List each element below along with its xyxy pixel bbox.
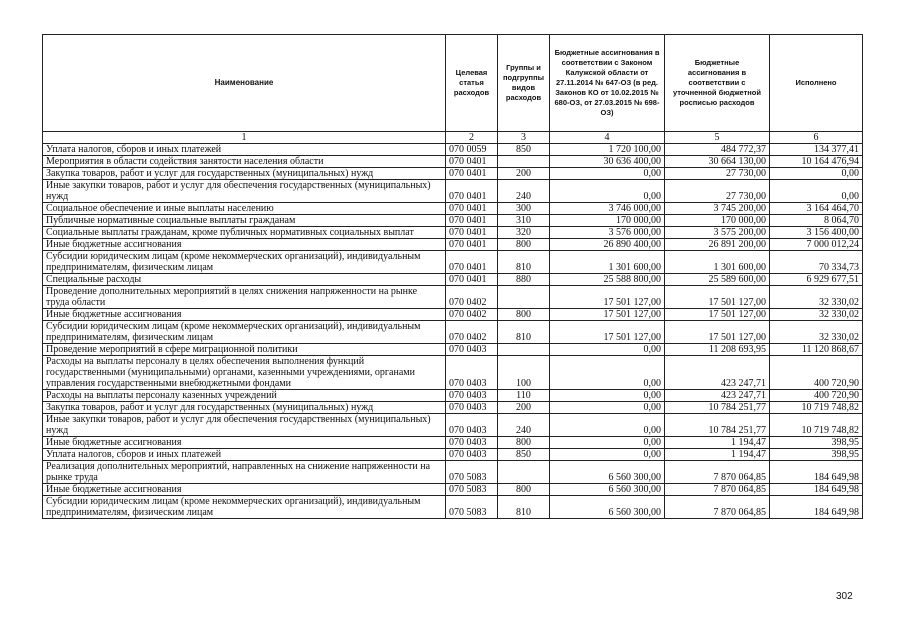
header-row <box>43 35 863 132</box>
column-number-row <box>43 132 863 144</box>
row-name: Субсидии юридическим лицам (кроме некоммерческих организаций), индивидуальным предпринимателям, физическим лицам <box>43 251 446 274</box>
row-law-amount: 6 560 300,00 <box>550 484 665 496</box>
row-name: Иные бюджетные ассигнования <box>43 309 446 321</box>
column-number: 6 <box>770 132 863 144</box>
row-law-amount: 0,00 <box>550 449 665 461</box>
row-target-code: 070 0403 <box>446 414 498 437</box>
column-number: 1 <box>43 132 446 144</box>
table-row <box>43 309 863 321</box>
table-row <box>43 239 863 251</box>
row-executed-amount: 10 719 748,82 <box>770 414 863 437</box>
row-target-code: 070 0403 <box>446 402 498 414</box>
table-row <box>43 286 863 309</box>
table-row <box>43 344 863 356</box>
row-law-amount: 6 560 300,00 <box>550 461 665 484</box>
row-refined-amount: 1 194,47 <box>665 437 770 449</box>
row-target-code: 070 0403 <box>446 356 498 390</box>
row-group-code: 850 <box>498 449 550 461</box>
row-executed-amount: 134 377,41 <box>770 144 863 156</box>
row-name: Иные бюджетные ассигнования <box>43 437 446 449</box>
row-executed-amount: 6 929 677,51 <box>770 274 863 286</box>
row-executed-amount: 10 719 748,82 <box>770 402 863 414</box>
row-target-code: 070 5083 <box>446 461 498 484</box>
table-row <box>43 274 863 286</box>
row-group-code: 880 <box>498 274 550 286</box>
row-name: Иные закупки товаров, работ и услуг для обеспечения государственных (муниципальных) нужд <box>43 414 446 437</box>
row-executed-amount: 70 334,73 <box>770 251 863 274</box>
row-name: Публичные нормативные социальные выплаты гражданам <box>43 215 446 227</box>
header-law: Бюджетные ассигнования в соответствии с Законом Калужской области от 27.11.2014 № 647-ОЗ (в ред. Законов КО от 10.02.2015 № 680-ОЗ, от 27.03.2015 № 698-ОЗ) <box>550 35 665 132</box>
row-group-code: 200 <box>498 168 550 180</box>
row-target-code: 070 0401 <box>446 227 498 239</box>
row-name: Социальное обеспечение и иные выплаты населению <box>43 203 446 215</box>
row-executed-amount: 398,95 <box>770 437 863 449</box>
row-executed-amount: 0,00 <box>770 168 863 180</box>
row-refined-amount: 1 301 600,00 <box>665 251 770 274</box>
row-law-amount: 0,00 <box>550 402 665 414</box>
row-refined-amount: 423 247,71 <box>665 356 770 390</box>
page-number: 302 <box>836 591 853 602</box>
row-target-code: 070 0403 <box>446 449 498 461</box>
row-law-amount: 0,00 <box>550 414 665 437</box>
table-row <box>43 461 863 484</box>
row-law-amount: 26 890 400,00 <box>550 239 665 251</box>
row-target-code: 070 0401 <box>446 168 498 180</box>
row-target-code: 070 0401 <box>446 203 498 215</box>
table-row <box>43 356 863 390</box>
row-refined-amount: 17 501 127,00 <box>665 286 770 309</box>
row-refined-amount: 3 745 200,00 <box>665 203 770 215</box>
row-refined-amount: 10 784 251,77 <box>665 402 770 414</box>
row-executed-amount: 0,00 <box>770 180 863 203</box>
row-executed-amount: 10 164 476,94 <box>770 156 863 168</box>
row-name: Специальные расходы <box>43 274 446 286</box>
row-executed-amount: 7 000 012,24 <box>770 239 863 251</box>
row-name: Субсидии юридическим лицам (кроме некоммерческих организаций), индивидуальным предпринимателям, физическим лицам <box>43 496 446 519</box>
row-refined-amount: 27 730,00 <box>665 168 770 180</box>
column-number: 3 <box>498 132 550 144</box>
row-law-amount: 3 746 000,00 <box>550 203 665 215</box>
row-law-amount: 17 501 127,00 <box>550 309 665 321</box>
row-target-code: 070 0059 <box>446 144 498 156</box>
header-executed: Исполнено <box>770 35 863 132</box>
header-refined: Бюджетные ассигнования в соответствии с уточненной бюджетной росписью расходов <box>665 35 770 132</box>
row-name: Иные бюджетные ассигнования <box>43 484 446 496</box>
row-group-code <box>498 344 550 356</box>
table-row <box>43 496 863 519</box>
row-target-code: 070 0403 <box>446 390 498 402</box>
table-row <box>43 203 863 215</box>
row-refined-amount: 7 870 064,85 <box>665 484 770 496</box>
row-refined-amount: 11 208 693,95 <box>665 344 770 356</box>
row-target-code: 070 0401 <box>446 180 498 203</box>
table-row <box>43 414 863 437</box>
row-name: Социальные выплаты гражданам, кроме публичных нормативных социальных выплат <box>43 227 446 239</box>
row-law-amount: 0,00 <box>550 180 665 203</box>
budget-document <box>42 34 862 519</box>
row-name: Иные закупки товаров, работ и услуг для обеспечения государственных (муниципальных) нужд <box>43 180 446 203</box>
table-row <box>43 390 863 402</box>
row-law-amount: 6 560 300,00 <box>550 496 665 519</box>
row-refined-amount: 17 501 127,00 <box>665 309 770 321</box>
row-executed-amount: 32 330,02 <box>770 309 863 321</box>
row-executed-amount: 184 649,98 <box>770 496 863 519</box>
row-name: Уплата налогов, сборов и иных платежей <box>43 449 446 461</box>
header-target: Целевая статья расходов <box>446 35 498 132</box>
row-refined-amount: 484 772,37 <box>665 144 770 156</box>
row-executed-amount: 400 720,90 <box>770 390 863 402</box>
row-executed-amount: 398,95 <box>770 449 863 461</box>
table-row <box>43 227 863 239</box>
row-name: Субсидии юридическим лицам (кроме некоммерческих организаций), индивидуальным предпринимателям, физическим лицам <box>43 321 446 344</box>
row-law-amount: 3 576 000,00 <box>550 227 665 239</box>
row-target-code: 070 0403 <box>446 437 498 449</box>
row-law-amount: 30 636 400,00 <box>550 156 665 168</box>
column-number: 4 <box>550 132 665 144</box>
row-name: Расходы на выплаты персоналу казенных учреждений <box>43 390 446 402</box>
row-group-code: 800 <box>498 239 550 251</box>
row-target-code: 070 0402 <box>446 286 498 309</box>
row-refined-amount: 17 501 127,00 <box>665 321 770 344</box>
row-refined-amount: 7 870 064,85 <box>665 496 770 519</box>
table-row <box>43 402 863 414</box>
row-target-code: 070 0402 <box>446 309 498 321</box>
row-executed-amount: 184 649,98 <box>770 461 863 484</box>
row-law-amount: 25 588 800,00 <box>550 274 665 286</box>
row-name: Иные бюджетные ассигнования <box>43 239 446 251</box>
row-executed-amount: 400 720,90 <box>770 356 863 390</box>
row-target-code: 070 0401 <box>446 239 498 251</box>
column-number: 2 <box>446 132 498 144</box>
row-law-amount: 0,00 <box>550 344 665 356</box>
row-target-code: 070 0401 <box>446 251 498 274</box>
row-executed-amount: 3 156 400,00 <box>770 227 863 239</box>
row-law-amount: 170 000,00 <box>550 215 665 227</box>
row-executed-amount: 184 649,98 <box>770 484 863 496</box>
row-name: Проведение дополнительных мероприятий в целях снижения напряженности на рынке труда области <box>43 286 446 309</box>
row-refined-amount: 423 247,71 <box>665 390 770 402</box>
row-group-code: 310 <box>498 215 550 227</box>
table-row <box>43 144 863 156</box>
row-executed-amount: 11 120 868,67 <box>770 344 863 356</box>
row-executed-amount: 32 330,02 <box>770 286 863 309</box>
table-row <box>43 215 863 227</box>
row-group-code: 240 <box>498 414 550 437</box>
row-refined-amount: 10 784 251,77 <box>665 414 770 437</box>
row-refined-amount: 30 664 130,00 <box>665 156 770 168</box>
row-refined-amount: 26 891 200,00 <box>665 239 770 251</box>
row-group-code: 800 <box>498 484 550 496</box>
row-group-code: 300 <box>498 203 550 215</box>
row-group-code: 100 <box>498 356 550 390</box>
row-group-code <box>498 286 550 309</box>
row-law-amount: 1 720 100,00 <box>550 144 665 156</box>
table-row <box>43 484 863 496</box>
row-group-code <box>498 156 550 168</box>
row-group-code: 800 <box>498 437 550 449</box>
row-name: Закупка товаров, работ и услуг для государственных (муниципальных) нужд <box>43 168 446 180</box>
row-target-code: 070 0401 <box>446 215 498 227</box>
row-law-amount: 1 301 600,00 <box>550 251 665 274</box>
row-law-amount: 0,00 <box>550 390 665 402</box>
table-row <box>43 180 863 203</box>
row-group-code: 800 <box>498 309 550 321</box>
table-row <box>43 168 863 180</box>
row-target-code: 070 0403 <box>446 344 498 356</box>
budget-table <box>42 34 863 519</box>
row-group-code: 850 <box>498 144 550 156</box>
row-law-amount: 17 501 127,00 <box>550 321 665 344</box>
row-law-amount: 0,00 <box>550 168 665 180</box>
column-number: 5 <box>665 132 770 144</box>
row-target-code: 070 5083 <box>446 484 498 496</box>
row-group-code: 810 <box>498 496 550 519</box>
row-group-code: 110 <box>498 390 550 402</box>
row-law-amount: 17 501 127,00 <box>550 286 665 309</box>
row-group-code: 240 <box>498 180 550 203</box>
header-name: Наименование <box>43 35 446 132</box>
row-group-code: 810 <box>498 321 550 344</box>
header-groups: Группы и подгруппы видов расходов <box>498 35 550 132</box>
row-target-code: 070 5083 <box>446 496 498 519</box>
row-group-code: 320 <box>498 227 550 239</box>
row-law-amount: 0,00 <box>550 437 665 449</box>
row-law-amount: 0,00 <box>550 356 665 390</box>
row-name: Мероприятия в области содействия занятости населения области <box>43 156 446 168</box>
row-executed-amount: 8 064,70 <box>770 215 863 227</box>
table-row <box>43 251 863 274</box>
table-row <box>43 449 863 461</box>
row-name: Проведение мероприятий в сфере миграционной политики <box>43 344 446 356</box>
row-refined-amount: 1 194,47 <box>665 449 770 461</box>
row-name: Расходы на выплаты персоналу в целях обеспечения выполнения функций государственными (муниципальными) органами, казенными учреждениями, органами управления государственными внебюджетными фондами <box>43 356 446 390</box>
row-refined-amount: 7 870 064,85 <box>665 461 770 484</box>
table-row <box>43 156 863 168</box>
row-target-code: 070 0401 <box>446 274 498 286</box>
row-name: Реализация дополнительных мероприятий, направленных на снижение напряженности на рынке труда <box>43 461 446 484</box>
row-name: Закупка товаров, работ и услуг для государственных (муниципальных) нужд <box>43 402 446 414</box>
row-refined-amount: 27 730,00 <box>665 180 770 203</box>
row-group-code: 200 <box>498 402 550 414</box>
row-group-code: 810 <box>498 251 550 274</box>
row-refined-amount: 3 575 200,00 <box>665 227 770 239</box>
row-executed-amount: 32 330,02 <box>770 321 863 344</box>
row-target-code: 070 0402 <box>446 321 498 344</box>
row-refined-amount: 25 589 600,00 <box>665 274 770 286</box>
table-row <box>43 321 863 344</box>
row-executed-amount: 3 164 464,70 <box>770 203 863 215</box>
row-target-code: 070 0401 <box>446 156 498 168</box>
row-group-code <box>498 461 550 484</box>
table-row <box>43 437 863 449</box>
row-refined-amount: 170 000,00 <box>665 215 770 227</box>
row-name: Уплата налогов, сборов и иных платежей <box>43 144 446 156</box>
